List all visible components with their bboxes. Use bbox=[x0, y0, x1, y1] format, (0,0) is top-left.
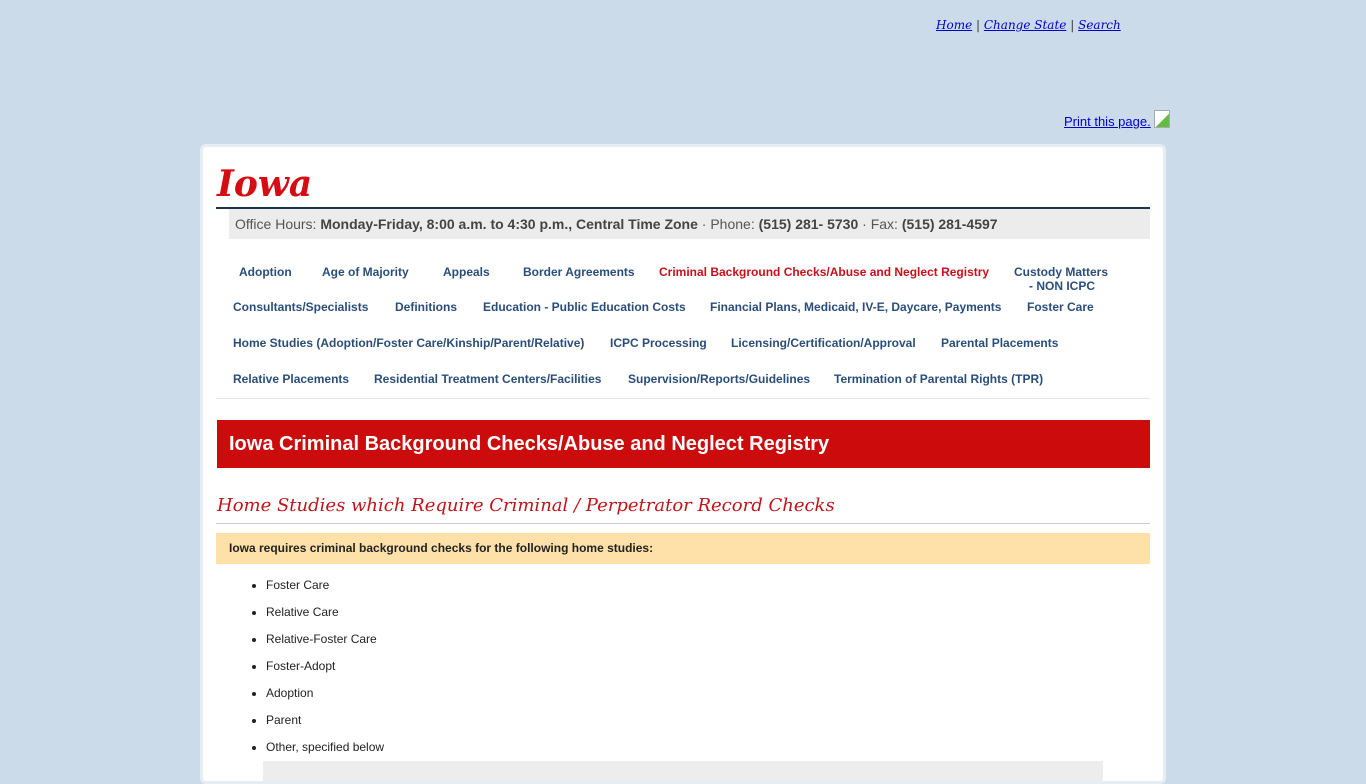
other-details-box bbox=[263, 761, 1103, 781]
nav-adoption[interactable]: Adoption bbox=[239, 265, 292, 279]
nav-supervision[interactable]: Supervision/Reports/Guidelines bbox=[628, 372, 811, 386]
content-card bbox=[200, 144, 1166, 784]
separator: | bbox=[976, 18, 981, 32]
list-item: • Other, specified below bbox=[266, 739, 384, 766]
list-item: • Adoption bbox=[266, 685, 384, 712]
hours-label: Office Hours: bbox=[235, 216, 317, 232]
phone-value: (515) 281- 5730 bbox=[758, 216, 859, 232]
fax-label: · Fax: bbox=[862, 216, 898, 232]
list-item: • Parent bbox=[266, 712, 384, 739]
nav-criminal-background-checks[interactable]: Criminal Background Checks/Abuse and Neglect Registry bbox=[659, 265, 990, 279]
nav-divider bbox=[216, 398, 1150, 399]
nav-residential-treatment[interactable]: Residential Treatment Centers/Facilities bbox=[374, 372, 602, 386]
nav-age-of-majority[interactable]: Age of Majority bbox=[322, 265, 409, 279]
print-area bbox=[1064, 110, 1170, 129]
section-title: Home Studies which Require Criminal / Perpetrator Record Checks bbox=[217, 495, 835, 516]
nav-appeals[interactable]: Appeals bbox=[443, 265, 490, 279]
change-state-link[interactable]: Change State bbox=[983, 18, 1067, 32]
list-item: • Relative Care bbox=[266, 604, 384, 631]
nav-icpc-processing[interactable]: ICPC Processing bbox=[610, 336, 707, 350]
state-title: Iowa bbox=[217, 163, 313, 205]
phone-label: · Phone: bbox=[701, 216, 755, 232]
requirement-note: Iowa requires criminal background checks for the following home studies: bbox=[216, 533, 1150, 564]
nav-definitions[interactable]: Definitions bbox=[395, 300, 457, 314]
nav-relative-placements[interactable]: Relative Placements bbox=[233, 372, 350, 386]
page-banner: Iowa Criminal Background Checks/Abuse and Neglect Registry bbox=[217, 420, 1150, 468]
office-info bbox=[229, 209, 1150, 239]
home-link[interactable]: Home bbox=[936, 18, 973, 32]
nav-home-studies[interactable]: Home Studies (Adoption/Foster Care/Kinship/Parent/Relative) bbox=[233, 336, 585, 350]
nav-financial-plans[interactable]: Financial Plans, Medicaid, IV-E, Daycare, Payments bbox=[710, 300, 1002, 314]
list-item: • Relative-Foster Care bbox=[266, 631, 384, 658]
print-image-icon[interactable] bbox=[1154, 110, 1170, 128]
home-study-list bbox=[223, 577, 384, 766]
hours-value: Monday-Friday, 8:00 a.m. to 4:30 p.m., Central Time Zone bbox=[320, 216, 698, 232]
list-item: • Foster-Adopt bbox=[266, 658, 384, 685]
nav-consultants[interactable]: Consultants/Specialists bbox=[233, 300, 369, 314]
nav-parental-placements[interactable]: Parental Placements bbox=[941, 336, 1059, 350]
print-link[interactable]: Print this page. bbox=[1064, 114, 1151, 129]
top-links bbox=[936, 18, 1121, 32]
fax-value: (515) 281-4597 bbox=[901, 216, 998, 232]
nav-licensing[interactable]: Licensing/Certification/Approval bbox=[731, 336, 916, 350]
list-item: • Foster Care bbox=[266, 577, 384, 604]
nav-custody-non-icpc[interactable]: - NON ICPC bbox=[1029, 279, 1095, 293]
nav-tpr[interactable]: Termination of Parental Rights (TPR) bbox=[834, 372, 1044, 386]
separator: | bbox=[1070, 18, 1075, 32]
nav-border-agreements[interactable]: Border Agreements bbox=[523, 265, 635, 279]
search-link[interactable]: Search bbox=[1078, 18, 1121, 32]
section-divider bbox=[216, 523, 1150, 524]
nav-foster-care[interactable]: Foster Care bbox=[1027, 300, 1094, 314]
nav-education[interactable]: Education - Public Education Costs bbox=[483, 300, 686, 314]
nav-custody-matters[interactable]: Custody Matters bbox=[1014, 265, 1109, 279]
